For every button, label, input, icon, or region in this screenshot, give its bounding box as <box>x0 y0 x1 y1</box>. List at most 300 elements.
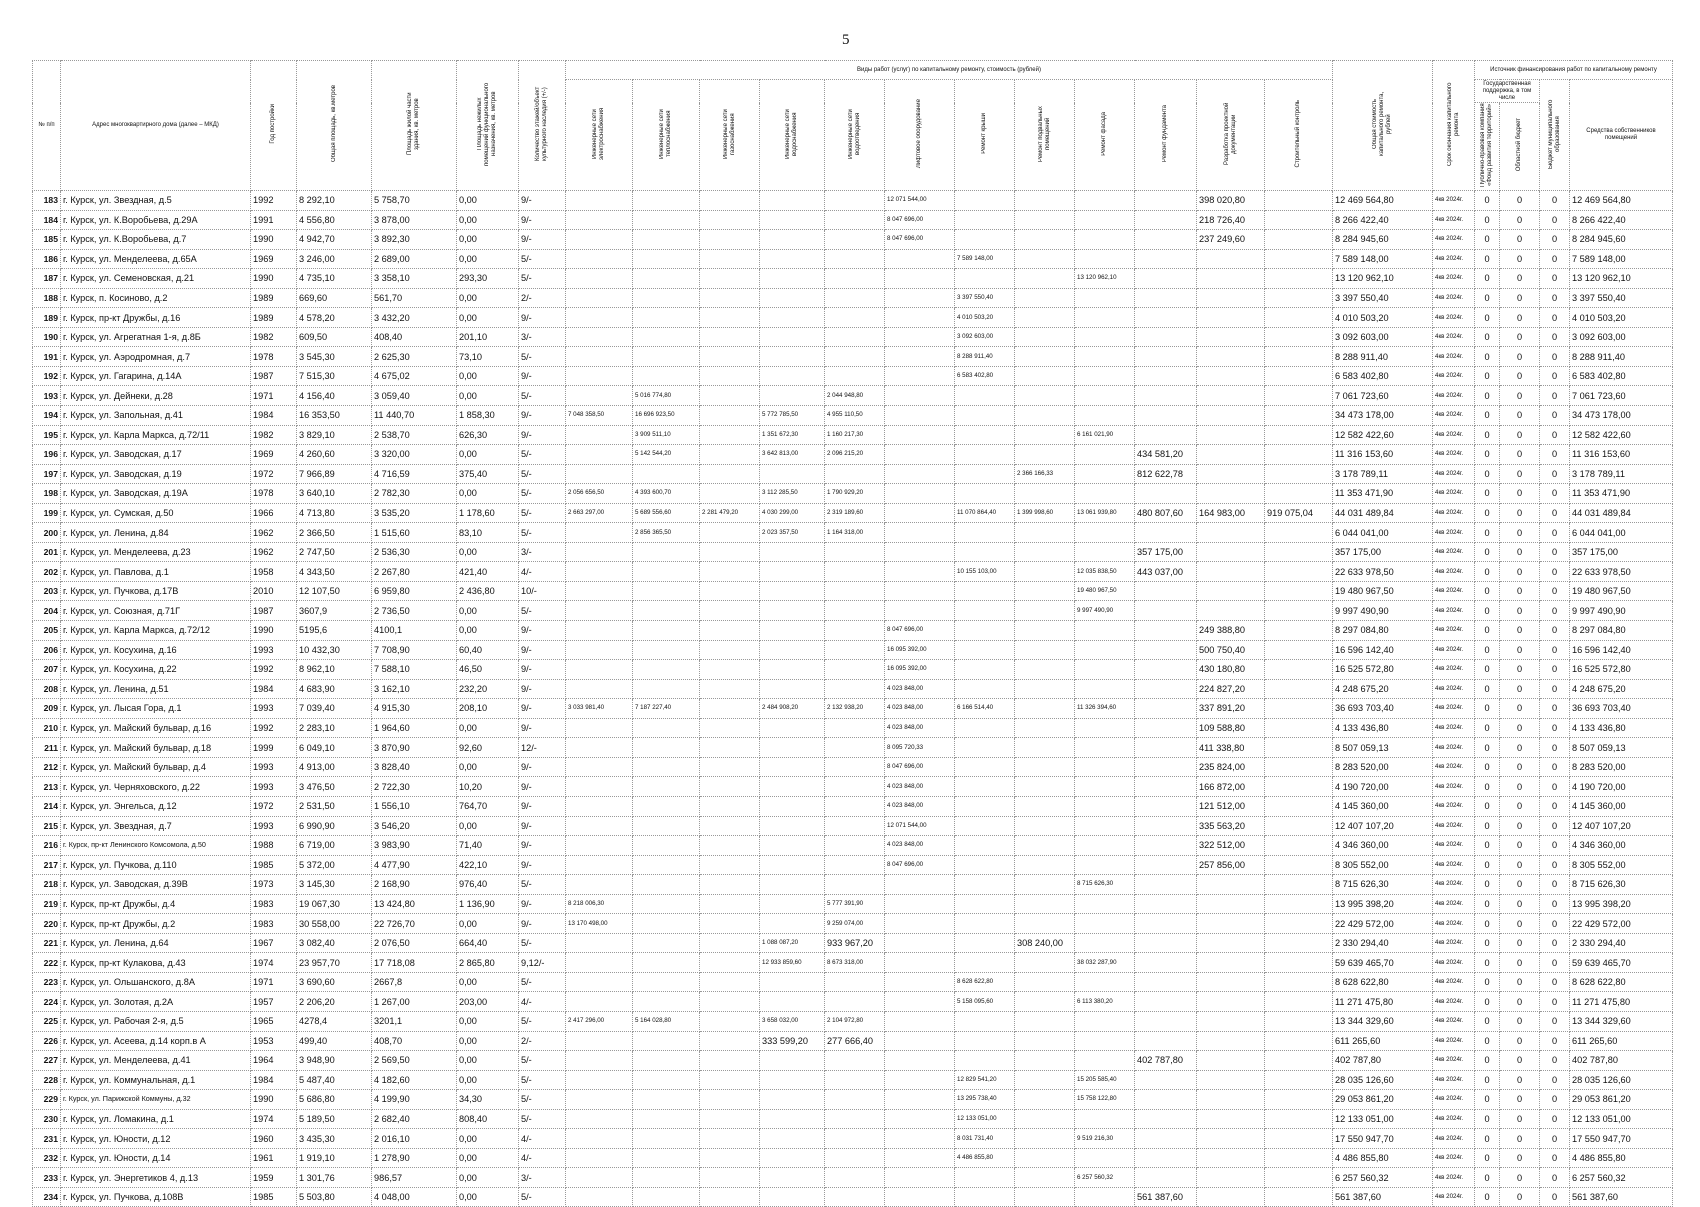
cell-floors: 3/- <box>519 1168 566 1188</box>
cell-roof <box>955 484 1015 504</box>
cell-fund: 0 <box>1475 503 1500 523</box>
cell-water-supply <box>760 386 825 406</box>
cell-facade <box>1075 718 1135 738</box>
cell-fund: 0 <box>1475 679 1500 699</box>
cell-row-number: 188 <box>33 288 61 308</box>
cell-elevator <box>885 406 955 426</box>
cell-heat <box>633 894 700 914</box>
cell-fund: 0 <box>1475 1168 1500 1188</box>
cell-total-cost: 4 248 675,20 <box>1333 679 1433 699</box>
cell-build-year: 1966 <box>251 503 297 523</box>
cell-row-number: 227 <box>33 1051 61 1071</box>
cell-gas <box>700 640 760 660</box>
cell-construction-control <box>1265 1148 1333 1168</box>
table-row <box>33 855 1673 875</box>
cell-water-supply <box>760 601 825 621</box>
cell-regional-budget: 0 <box>1500 601 1540 621</box>
cell-deadline: 4кв 2024г. <box>1433 347 1475 367</box>
cell-address: г. Курск, ул. Заводская, д.39В <box>61 875 251 895</box>
cell-total-cost: 34 473 178,00 <box>1333 406 1433 426</box>
cell-nonresidential-area: 0,00 <box>457 288 519 308</box>
cell-water-drain: 277 666,40 <box>825 1031 885 1051</box>
cell-electro <box>566 1109 633 1129</box>
cell-gas <box>700 1011 760 1031</box>
cell-total-cost: 6 583 402,80 <box>1333 366 1433 386</box>
cell-living-area: 3 320,00 <box>372 445 457 465</box>
cell-foundation <box>1135 718 1197 738</box>
table-row <box>33 249 1673 269</box>
cell-deadline: 4кв 2024г. <box>1433 1051 1475 1071</box>
cell-total-cost: 8 628 622,80 <box>1333 972 1433 992</box>
table-row <box>33 601 1673 621</box>
cell-floors: 9/- <box>519 855 566 875</box>
cell-regional-budget: 0 <box>1500 484 1540 504</box>
cell-elevator <box>885 503 955 523</box>
cell-owners-funds: 12 582 422,60 <box>1570 425 1673 445</box>
cell-deadline: 4кв 2024г. <box>1433 542 1475 562</box>
cell-floors: 9/- <box>519 796 566 816</box>
cell-regional-budget: 0 <box>1500 542 1540 562</box>
cell-electro <box>566 288 633 308</box>
cell-water-drain: 1 160 217,30 <box>825 425 885 445</box>
cell-facade <box>1075 523 1135 543</box>
cell-design-docs <box>1197 445 1265 465</box>
cell-gas <box>700 1031 760 1051</box>
cell-total-area: 6 049,10 <box>297 738 372 758</box>
cell-address: г. Курск, пр-кт Ленинского Комсомола, д.50 <box>61 836 251 856</box>
cell-nonresidential-area: 0,00 <box>457 230 519 250</box>
cell-electro <box>566 992 633 1012</box>
table-row <box>33 425 1673 445</box>
cell-total-area: 4 713,80 <box>297 503 372 523</box>
cell-living-area: 4 477,90 <box>372 855 457 875</box>
cell-design-docs <box>1197 1148 1265 1168</box>
cell-heat <box>633 718 700 738</box>
cell-fund: 0 <box>1475 933 1500 953</box>
cell-roof <box>955 1168 1015 1188</box>
table-row <box>33 757 1673 777</box>
table-row <box>33 777 1673 797</box>
cell-fund: 0 <box>1475 191 1500 211</box>
cell-total-cost: 22 633 978,50 <box>1333 562 1433 582</box>
cell-gas: 2 281 479,20 <box>700 503 760 523</box>
cell-electro <box>566 679 633 699</box>
cell-water-supply <box>760 1051 825 1071</box>
col-design-docs: Разработка проектной документации <box>1197 80 1265 191</box>
col-water-drain: Инженерные сети водоотведения <box>825 80 885 191</box>
cell-build-year: 1992 <box>251 191 297 211</box>
cell-total-area: 4 683,90 <box>297 679 372 699</box>
cell-roof <box>955 933 1015 953</box>
cell-construction-control <box>1265 445 1333 465</box>
cell-roof <box>955 1031 1015 1051</box>
cell-nonresidential-area: 0,00 <box>457 816 519 836</box>
cell-construction-control <box>1265 914 1333 934</box>
cell-heat <box>633 621 700 641</box>
cell-gas <box>700 230 760 250</box>
cell-gas <box>700 269 760 289</box>
cell-water-drain <box>825 1051 885 1071</box>
cell-water-drain <box>825 1168 885 1188</box>
cell-roof <box>955 601 1015 621</box>
cell-regional-budget: 0 <box>1500 914 1540 934</box>
cell-design-docs <box>1197 464 1265 484</box>
cell-total-cost: 7 589 148,00 <box>1333 249 1433 269</box>
col-num: № п/п <box>33 61 61 191</box>
cell-nonresidential-area: 0,00 <box>457 1070 519 1090</box>
cell-roof <box>955 796 1015 816</box>
cell-roof: 5 158 095,60 <box>955 992 1015 1012</box>
table-row <box>33 914 1673 934</box>
cell-fund: 0 <box>1475 288 1500 308</box>
cell-floors: 9/- <box>519 191 566 211</box>
cell-build-year: 1984 <box>251 406 297 426</box>
cell-electro <box>566 738 633 758</box>
cell-nonresidential-area: 375,40 <box>457 464 519 484</box>
col-owners-funds: Средства собственников помещений <box>1570 80 1673 191</box>
cell-foundation <box>1135 1031 1197 1051</box>
cell-living-area: 1 964,60 <box>372 718 457 738</box>
cell-construction-control <box>1265 366 1333 386</box>
cell-total-area: 4 556,80 <box>297 210 372 230</box>
cell-gas <box>700 366 760 386</box>
cell-roof: 11 070 864,40 <box>955 503 1015 523</box>
cell-total-area: 4 913,00 <box>297 757 372 777</box>
cell-water-drain <box>825 249 885 269</box>
cell-basement <box>1015 718 1075 738</box>
cell-total-area: 3 476,50 <box>297 777 372 797</box>
cell-regional-budget: 0 <box>1500 562 1540 582</box>
cell-total-cost: 8 715 626,30 <box>1333 875 1433 895</box>
cell-facade: 9 997 490,90 <box>1075 601 1135 621</box>
cell-deadline: 4кв 2024г. <box>1433 972 1475 992</box>
cell-living-area: 2 682,40 <box>372 1109 457 1129</box>
cell-deadline: 4кв 2024г. <box>1433 1090 1475 1110</box>
cell-water-supply <box>760 191 825 211</box>
cell-total-area: 5 503,80 <box>297 1187 372 1207</box>
cell-electro <box>566 191 633 211</box>
cell-floors: 5/- <box>519 269 566 289</box>
cell-address: г. Курск, ул. Сумская, д.50 <box>61 503 251 523</box>
cell-electro <box>566 601 633 621</box>
cell-facade <box>1075 914 1135 934</box>
cell-construction-control <box>1265 621 1333 641</box>
cell-municipal-budget: 0 <box>1540 191 1570 211</box>
cell-facade <box>1075 366 1135 386</box>
cell-deadline: 4кв 2024г. <box>1433 796 1475 816</box>
cell-total-area: 669,60 <box>297 288 372 308</box>
cell-basement <box>1015 542 1075 562</box>
cell-municipal-budget: 0 <box>1540 1070 1570 1090</box>
cell-address: г. Курск, ул. Гагарина, д.14А <box>61 366 251 386</box>
cell-deadline: 4кв 2024г. <box>1433 1070 1475 1090</box>
cell-construction-control <box>1265 875 1333 895</box>
col-group-works: Виды работ (услуг) по капитальному ремонту, стоимость (рублей) <box>566 61 1333 80</box>
cell-build-year: 1982 <box>251 327 297 347</box>
cell-deadline: 4кв 2024г. <box>1433 503 1475 523</box>
cell-address: г. Курск, ул. Дейнеки, д.28 <box>61 386 251 406</box>
cell-design-docs: 322 512,00 <box>1197 836 1265 856</box>
cell-total-cost: 4 145 360,00 <box>1333 796 1433 816</box>
cell-floors: 9/- <box>519 366 566 386</box>
cell-construction-control <box>1265 894 1333 914</box>
cell-water-supply <box>760 757 825 777</box>
table-row <box>33 269 1673 289</box>
cell-total-area: 1 919,10 <box>297 1148 372 1168</box>
cell-water-drain <box>825 191 885 211</box>
cell-elevator <box>885 933 955 953</box>
cell-living-area: 2 076,50 <box>372 933 457 953</box>
cell-floors: 5/- <box>519 1109 566 1129</box>
cell-electro <box>566 757 633 777</box>
cell-facade: 11 326 394,60 <box>1075 699 1135 719</box>
cell-nonresidential-area: 0,00 <box>457 249 519 269</box>
table-row <box>33 562 1673 582</box>
cell-gas <box>700 601 760 621</box>
cell-elevator <box>885 1090 955 1110</box>
col-gas: Инженерные сети газоснабжения <box>700 80 760 191</box>
cell-facade <box>1075 249 1135 269</box>
cell-design-docs <box>1197 366 1265 386</box>
cell-deadline: 4кв 2024г. <box>1433 855 1475 875</box>
cell-floors: 5/- <box>519 1011 566 1031</box>
cell-water-drain <box>825 464 885 484</box>
table-row <box>33 894 1673 914</box>
cell-living-area: 4 199,90 <box>372 1090 457 1110</box>
cell-design-docs <box>1197 386 1265 406</box>
cell-water-supply <box>760 679 825 699</box>
cell-owners-funds: 402 787,80 <box>1570 1051 1673 1071</box>
cell-gas <box>700 1051 760 1071</box>
cell-nonresidential-area: 0,00 <box>457 542 519 562</box>
cell-owners-funds: 8 507 059,13 <box>1570 738 1673 758</box>
cell-deadline: 4кв 2024г. <box>1433 230 1475 250</box>
cell-owners-funds: 13 995 398,20 <box>1570 894 1673 914</box>
cell-roof <box>955 464 1015 484</box>
cell-water-drain <box>825 601 885 621</box>
cell-fund: 0 <box>1475 836 1500 856</box>
cell-basement <box>1015 1090 1075 1110</box>
cell-water-drain <box>825 1129 885 1149</box>
cell-row-number: 203 <box>33 581 61 601</box>
cell-municipal-budget: 0 <box>1540 836 1570 856</box>
cell-address: г. Курск, ул. К.Воробьева, д.29А <box>61 210 251 230</box>
cell-total-cost: 28 035 126,60 <box>1333 1070 1433 1090</box>
cell-roof <box>955 191 1015 211</box>
cell-facade <box>1075 464 1135 484</box>
cell-electro <box>566 933 633 953</box>
cell-regional-budget: 0 <box>1500 503 1540 523</box>
cell-municipal-budget: 0 <box>1540 738 1570 758</box>
col-regional-budget: Областной бюджет <box>1500 103 1540 191</box>
cell-owners-funds: 12 407 107,20 <box>1570 816 1673 836</box>
cell-total-cost: 4 486 855,80 <box>1333 1148 1433 1168</box>
cell-municipal-budget: 0 <box>1540 562 1570 582</box>
cell-row-number: 206 <box>33 640 61 660</box>
cell-gas <box>700 699 760 719</box>
cell-water-drain <box>825 347 885 367</box>
cell-water-drain: 1 164 318,00 <box>825 523 885 543</box>
cell-deadline: 4кв 2024г. <box>1433 816 1475 836</box>
cell-water-supply: 1 351 672,30 <box>760 425 825 445</box>
cell-gas <box>700 992 760 1012</box>
cell-basement <box>1015 1109 1075 1129</box>
cell-regional-budget: 0 <box>1500 386 1540 406</box>
cell-gas <box>700 914 760 934</box>
cell-design-docs: 166 872,00 <box>1197 777 1265 797</box>
cell-fund: 0 <box>1475 327 1500 347</box>
cell-elevator <box>885 249 955 269</box>
cell-roof: 3 397 550,40 <box>955 288 1015 308</box>
cell-nonresidential-area: 0,00 <box>457 1168 519 1188</box>
cell-build-year: 1984 <box>251 1070 297 1090</box>
cell-deadline: 4кв 2024г. <box>1433 327 1475 347</box>
cell-regional-budget: 0 <box>1500 875 1540 895</box>
cell-address: г. Курск, ул. Энгельса, д.12 <box>61 796 251 816</box>
cell-foundation <box>1135 1109 1197 1129</box>
cell-water-drain <box>825 210 885 230</box>
cell-regional-budget: 0 <box>1500 581 1540 601</box>
cell-design-docs: 249 388,80 <box>1197 621 1265 641</box>
cell-build-year: 1983 <box>251 894 297 914</box>
cell-roof <box>955 894 1015 914</box>
cell-nonresidential-area: 46,50 <box>457 660 519 680</box>
cell-row-number: 199 <box>33 503 61 523</box>
cell-heat <box>633 562 700 582</box>
cell-municipal-budget: 0 <box>1540 503 1570 523</box>
cell-water-drain: 2 319 189,60 <box>825 503 885 523</box>
cell-construction-control <box>1265 855 1333 875</box>
cell-construction-control <box>1265 992 1333 1012</box>
cell-owners-funds: 561 387,60 <box>1570 1187 1673 1207</box>
cell-construction-control <box>1265 464 1333 484</box>
cell-basement <box>1015 601 1075 621</box>
cell-elevator <box>885 875 955 895</box>
cell-row-number: 207 <box>33 660 61 680</box>
cell-owners-funds: 44 031 489,84 <box>1570 503 1673 523</box>
cell-regional-budget: 0 <box>1500 679 1540 699</box>
cell-row-number: 214 <box>33 796 61 816</box>
cell-total-cost: 17 550 947,70 <box>1333 1129 1433 1149</box>
cell-living-area: 2 736,50 <box>372 601 457 621</box>
cell-owners-funds: 4 486 855,80 <box>1570 1148 1673 1168</box>
cell-construction-control <box>1265 679 1333 699</box>
cell-construction-control <box>1265 484 1333 504</box>
col-water-supply: Инженерные сети водоснабжения <box>760 80 825 191</box>
cell-foundation <box>1135 347 1197 367</box>
cell-build-year: 1974 <box>251 953 297 973</box>
cell-facade <box>1075 816 1135 836</box>
cell-fund: 0 <box>1475 230 1500 250</box>
cell-gas <box>700 757 760 777</box>
cell-owners-funds: 8 305 552,00 <box>1570 855 1673 875</box>
cell-owners-funds: 28 035 126,60 <box>1570 1070 1673 1090</box>
cell-owners-funds: 8 628 622,80 <box>1570 972 1673 992</box>
cell-deadline: 4кв 2024г. <box>1433 601 1475 621</box>
cell-water-drain <box>825 640 885 660</box>
cell-total-cost: 3 178 789,11 <box>1333 464 1433 484</box>
header-row-top <box>33 61 1673 80</box>
cell-total-area: 3 145,30 <box>297 875 372 895</box>
cell-deadline: 4кв 2024г. <box>1433 1168 1475 1188</box>
cell-facade <box>1075 406 1135 426</box>
cell-municipal-budget: 0 <box>1540 1129 1570 1149</box>
cell-regional-budget: 0 <box>1500 406 1540 426</box>
cell-build-year: 1964 <box>251 1051 297 1071</box>
cell-construction-control <box>1265 210 1333 230</box>
cell-total-area: 3 690,60 <box>297 972 372 992</box>
cell-basement <box>1015 738 1075 758</box>
cell-design-docs <box>1197 1070 1265 1090</box>
cell-foundation <box>1135 933 1197 953</box>
cell-gas <box>700 191 760 211</box>
cell-foundation <box>1135 699 1197 719</box>
cell-water-supply <box>760 992 825 1012</box>
cell-water-supply <box>760 1148 825 1168</box>
cell-nonresidential-area: 60,40 <box>457 640 519 660</box>
cell-elevator: 8 047 696,00 <box>885 210 955 230</box>
cell-regional-budget: 0 <box>1500 816 1540 836</box>
cell-municipal-budget: 0 <box>1540 816 1570 836</box>
cell-living-area: 4 182,60 <box>372 1070 457 1090</box>
col-construction-control: Строительный контроль <box>1265 80 1333 191</box>
cell-address: г. Курск, ул. Пучкова, д.110 <box>61 855 251 875</box>
cell-design-docs <box>1197 562 1265 582</box>
cell-total-cost: 4 133 436,80 <box>1333 718 1433 738</box>
cell-elevator <box>885 1148 955 1168</box>
cell-municipal-budget: 0 <box>1540 1168 1570 1188</box>
cell-address: г. Курск, ул. Юности, д.12 <box>61 1129 251 1149</box>
cell-row-number: 205 <box>33 621 61 641</box>
cell-row-number: 197 <box>33 464 61 484</box>
cell-facade <box>1075 640 1135 660</box>
cell-owners-funds: 4 346 360,00 <box>1570 836 1673 856</box>
cell-total-cost: 12 133 051,00 <box>1333 1109 1433 1129</box>
cell-design-docs <box>1197 269 1265 289</box>
cell-gas <box>700 836 760 856</box>
cell-roof <box>955 581 1015 601</box>
cell-construction-control <box>1265 1031 1333 1051</box>
cell-floors: 5/- <box>519 933 566 953</box>
cell-row-number: 185 <box>33 230 61 250</box>
cell-owners-funds: 12 133 051,00 <box>1570 1109 1673 1129</box>
cell-deadline: 4кв 2024г. <box>1433 953 1475 973</box>
cell-roof <box>955 1187 1015 1207</box>
cell-living-area: 3 432,20 <box>372 308 457 328</box>
cell-municipal-budget: 0 <box>1540 425 1570 445</box>
cell-elevator <box>885 953 955 973</box>
cell-water-drain <box>825 1070 885 1090</box>
cell-municipal-budget: 0 <box>1540 933 1570 953</box>
cell-foundation <box>1135 191 1197 211</box>
cell-row-number: 223 <box>33 972 61 992</box>
cell-row-number: 195 <box>33 425 61 445</box>
cell-owners-funds: 16 596 142,40 <box>1570 640 1673 660</box>
cell-electro <box>566 230 633 250</box>
cell-floors: 12/- <box>519 738 566 758</box>
cell-construction-control <box>1265 249 1333 269</box>
cell-nonresidential-area: 0,00 <box>457 210 519 230</box>
cell-heat <box>633 679 700 699</box>
cell-construction-control <box>1265 230 1333 250</box>
cell-owners-funds: 3 092 603,00 <box>1570 327 1673 347</box>
cell-heat: 5 164 028,80 <box>633 1011 700 1031</box>
cell-build-year: 1972 <box>251 796 297 816</box>
cell-roof: 8 288 911,40 <box>955 347 1015 367</box>
cell-municipal-budget: 0 <box>1540 445 1570 465</box>
cell-nonresidential-area: 10,20 <box>457 777 519 797</box>
cell-electro <box>566 542 633 562</box>
